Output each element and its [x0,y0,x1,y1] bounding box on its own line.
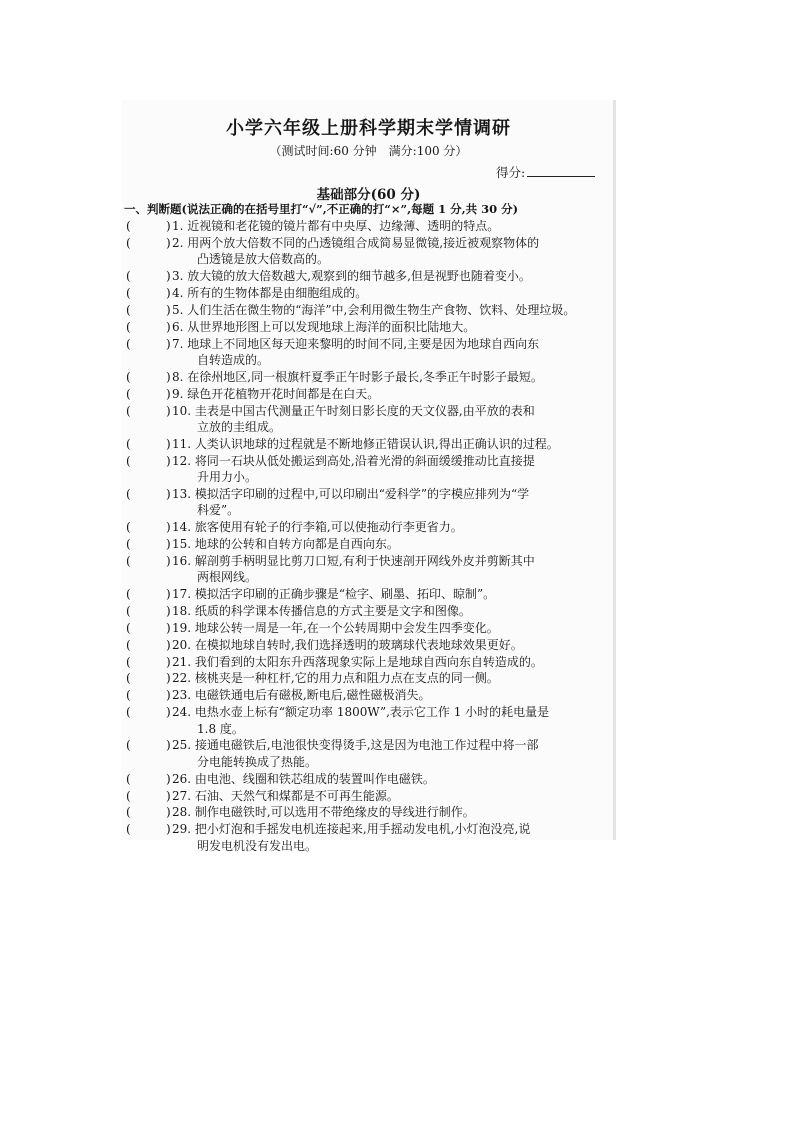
answer-paren-open: ( [126,587,131,602]
answer-paren-open: ( [126,671,131,686]
question-text [172,536,604,552]
question-line: 21. 我们看到的太阳东升西落现象实际上是地球自西向东自转造成的。 [172,654,543,669]
question-line: 18. 纸质的科学课本传播信息的方式主要是文字和图像。 [172,603,471,618]
question-item [122,436,615,452]
answer-paren-close: ) [166,536,171,551]
question-item [122,369,615,385]
answer-paren-open: ( [126,688,131,703]
answer-paren-close: ) [166,403,171,418]
answer-paren-close: ) [166,603,171,618]
answer-paren-open: ( [126,536,131,551]
question-text [172,637,604,653]
question-line: 16. 解剖剪手柄明显比剪刀口短,有利于快速剖开网线外皮并剪断其中 [172,553,535,568]
question-text [172,336,604,369]
question-text [172,268,604,284]
exam-page [122,100,615,853]
question-item [122,637,615,653]
answer-paren-close: ) [166,369,171,384]
answer-paren-close: ) [166,219,171,233]
question-list [122,218,615,855]
question-item [122,603,615,619]
exam-title: 小学六年级上册科学期末学情调研 [226,118,511,139]
question-line: 4. 所有的生物体都是由细胞组成的。 [172,285,368,300]
question-line: 8. 在徐州地区,同一根旗杆夏季正午时影子最长,冬季正午时影子最短。 [172,369,543,384]
question-text [172,453,604,486]
question-line: 11. 人类认识地球的过程就是不断地修正错误认识,得出正确认识的过程。 [172,436,559,451]
question-text [172,403,604,436]
answer-paren-open: ( [126,453,131,468]
exam-subtitle: （测试时间:60 分钟 满分:100 分） [269,144,468,158]
question-line: 20. 在模拟地球自转时,我们选择透明的玻璃球代表地球效果更好。 [172,637,523,652]
answer-paren-close: ) [166,436,171,451]
answer-paren-close: ) [166,822,171,837]
question-item [122,519,615,535]
question-item [122,687,615,703]
question-line: 28. 制作电磁铁时,可以选用不带绝缘皮的导线进行制作。 [172,805,475,820]
question-line: 19. 地球公转一周是一年,在一个公转周期中会发生四季变化。 [172,620,499,635]
part-heading: 一、判断题(说法正确的在括号里打“√”,不正确的打“×”,每题 1 分,共 30 分) [124,202,519,216]
question-line: 26. 由电池、线圈和铁芯组成的装置叫作电磁铁。 [172,771,435,786]
question-continuation: 自转造成的。 [197,352,270,367]
question-line: 15. 地球的公转和自转方向都是自西向东。 [172,536,399,551]
answer-paren-open: ( [126,219,131,233]
question-text [172,737,604,770]
answer-paren-close: ) [166,386,171,401]
question-line: 22. 核桃夹是一种杠杆,它的用力点和阻力点在支点的同一侧。 [172,671,499,686]
answer-paren-open: ( [126,403,131,418]
answer-paren-close: ) [166,587,171,602]
question-line: 7. 地球上不同地区每天迎来黎明的时间不同,主要是因为地球自西向东 [172,336,540,351]
question-line: 13. 模拟活字印刷的过程中,可以印刷出“爱科学”的字模应排列为“学 [172,486,530,501]
question-line: 5. 人们生活在微生物的“海洋”中,会利用微生物生产食物、饮料、处理垃圾。 [172,302,576,317]
answer-paren-open: ( [126,620,131,635]
answer-paren-close: ) [166,637,171,652]
question-text [172,519,604,535]
answer-paren-close: ) [166,319,171,334]
question-text [172,654,604,670]
score-field [496,163,595,181]
answer-paren-open: ( [126,705,131,720]
answer-paren-open: ( [126,336,131,351]
question-continuation: 凸透镜是放大倍数高的。 [197,252,330,267]
answer-paren-close: ) [166,336,171,351]
answer-paren-open: ( [126,319,131,334]
answer-paren-open: ( [126,654,131,669]
question-item [122,670,615,686]
answer-paren-close: ) [166,269,171,284]
answer-paren-open: ( [126,771,131,786]
answer-paren-close: ) [166,738,171,753]
question-item [122,403,615,436]
question-item [122,620,615,636]
question-continuation: 立放的圭组成。 [197,419,282,434]
question-line: 1. 近视镜和老花镜的镜片都有中央厚、边缘薄、透明的特点。 [172,219,500,233]
question-item [122,285,615,301]
question-continuation: 科爱”。 [197,503,240,518]
question-item [122,536,615,552]
question-item [122,704,615,737]
question-line: 12. 将同一石块从低处搬运到高处,沿着光滑的斜面缓缓推动比直接提 [172,453,535,468]
answer-paren-close: ) [166,486,171,501]
answer-paren-open: ( [126,369,131,384]
question-line: 14. 旅客使用有轮子的行李箱,可以使拖动行李更省力。 [172,520,463,535]
question-text [172,704,604,737]
question-continuation: 1.8 度。 [197,721,244,736]
question-line: 25. 接通电磁铁后,电池很快变得烫手,这是因为电池工作过程中将一部 [172,738,539,753]
answer-paren-close: ) [166,235,171,250]
question-line: 23. 电磁铁通电后有磁极,断电后,磁性磁极消失。 [172,688,431,703]
question-line: 9. 绿色开花植物开花时间都是在白天。 [172,386,380,401]
score-blank-line [527,166,595,177]
question-text [172,620,604,636]
answer-paren-open: ( [126,805,131,820]
answer-paren-open: ( [126,637,131,652]
question-continuation: 升用力小。 [197,469,258,484]
answer-paren-open: ( [126,738,131,753]
answer-paren-open: ( [126,520,131,535]
answer-paren-open: ( [126,235,131,250]
question-item [122,386,615,402]
question-item [122,821,615,854]
question-text [172,235,604,268]
question-line: 17. 模拟活字印刷的正确步骤是“检字、刷墨、拓印、晾制”。 [172,587,496,602]
question-text [172,486,604,519]
question-item [122,235,615,268]
question-line: 10. 圭表是中国古代测量正午时刻日影长度的天文仪器,由平放的表和 [172,403,535,418]
answer-paren-close: ) [166,453,171,468]
question-text [172,218,604,234]
answer-paren-close: ) [166,302,171,317]
answer-paren-close: ) [166,771,171,786]
question-text [172,436,604,452]
question-item [122,771,615,787]
answer-paren-close: ) [166,285,171,300]
answer-paren-close: ) [166,671,171,686]
section-title: 基础部分(60 分) [316,187,421,203]
question-text [172,553,604,586]
question-line: 6. 从世界地形图上可以发现地球上海洋的面积比陆地大。 [172,319,476,334]
question-text [172,302,604,318]
question-text [172,285,604,301]
question-line: 3. 放大镜的放大倍数越大,观察到的细节越多,但是视野也随着变小。 [172,269,531,284]
question-text [172,788,604,804]
question-item [122,654,615,670]
question-item [122,486,615,519]
answer-paren-close: ) [166,705,171,720]
answer-paren-open: ( [126,285,131,300]
answer-paren-open: ( [126,269,131,284]
question-line: 2. 用两个放大倍数不同的凸透镜组合成简易显微镜,接近被观察物体的 [172,235,540,250]
question-item [122,553,615,586]
question-continuation: 明发电机没有发出电。 [197,838,318,853]
answer-paren-close: ) [166,788,171,803]
question-text [172,319,604,335]
question-line: 27. 石油、天然气和煤都是不可再生能源。 [172,788,399,803]
question-text [172,804,604,820]
answer-paren-open: ( [126,436,131,451]
answer-paren-close: ) [166,654,171,669]
question-continuation: 两根网线。 [197,570,258,585]
answer-paren-close: ) [166,805,171,820]
answer-paren-close: ) [166,620,171,635]
question-text [172,369,604,385]
answer-paren-close: ) [166,553,171,568]
answer-paren-close: ) [166,688,171,703]
answer-paren-open: ( [126,553,131,568]
question-line: 29. 把小灯泡和手摇发电机连接起来,用手摇动发电机,小灯泡没亮,说 [172,822,531,837]
question-text [172,687,604,703]
question-text [172,670,604,686]
question-continuation: 分电能转换成了热能。 [197,754,318,769]
question-line: 24. 电热水壶上标有“额定功率 1800W”,表示它工作 1 小时的耗电量是 [172,705,550,720]
answer-paren-open: ( [126,302,131,317]
question-text [172,771,604,787]
question-text [172,586,604,602]
question-text [172,821,604,854]
question-item [122,302,615,318]
question-text [172,386,604,402]
answer-paren-open: ( [126,603,131,618]
answer-paren-open: ( [126,386,131,401]
answer-paren-close: ) [166,520,171,535]
question-item [122,319,615,335]
question-item [122,586,615,602]
question-item [122,336,615,369]
page-edge-shadow [613,100,616,840]
score-label: 得分: [496,165,526,180]
answer-paren-open: ( [126,486,131,501]
question-item [122,804,615,820]
question-item [122,788,615,804]
question-item [122,453,615,486]
question-text [172,603,604,619]
answer-paren-open: ( [126,822,131,837]
question-item [122,268,615,284]
question-item [122,737,615,770]
answer-paren-open: ( [126,788,131,803]
question-item [122,218,615,234]
